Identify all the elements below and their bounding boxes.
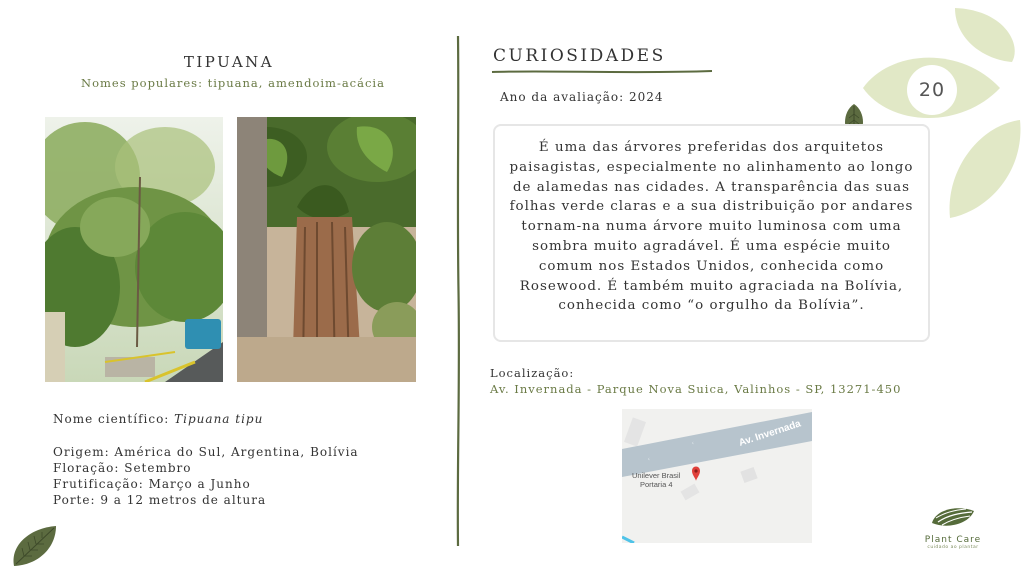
map-place-line2: Portaria 4	[640, 480, 673, 489]
location-map[interactable]	[622, 409, 812, 543]
location-label: Localização:	[490, 366, 575, 380]
curiosities-title: CURIOSIDADES	[493, 46, 666, 66]
brand-name: Plant Care	[924, 535, 982, 545]
tree-photo-canopy	[45, 117, 223, 382]
scientific-value: Tipuana tipu	[174, 412, 264, 426]
popular-names: Nomes populares: tipuana, amendoim-acácia	[81, 76, 385, 90]
title-underline	[490, 68, 715, 76]
flowering: Floração: Setembro	[53, 461, 192, 475]
brand-tagline: cuidado ao plantar	[927, 545, 979, 550]
map-place-line1: Unilever Brasil	[632, 471, 681, 480]
tree-photo-trunk	[237, 117, 416, 382]
tree-size: Porte: 9 a 12 metros de altura	[53, 493, 267, 507]
bottom-leaf-icon	[13, 526, 56, 566]
svg-text:‹: ‹	[647, 455, 651, 463]
brand-logo	[918, 503, 988, 550]
location-address: Av. Invernada - Parque Nova Suica, Valinhos - SP, 13271-450	[490, 382, 902, 396]
plant-facts	[53, 444, 359, 508]
fruiting: Frutificação: Março a Junho	[53, 477, 251, 491]
curiosities-box	[493, 124, 930, 342]
evaluation-year: Ano da avaliação: 2024	[500, 90, 664, 104]
origin: Origem: América do Sul, Argentina, Bolívia	[53, 445, 359, 459]
page-number: 20	[907, 65, 957, 115]
svg-text:‹: ‹	[691, 439, 695, 447]
brand-leaf-icon	[928, 503, 978, 531]
scientific-label: Nome científico:	[53, 412, 175, 426]
map-street-label: Av. Invernada	[737, 418, 803, 449]
column-divider	[453, 36, 463, 546]
scientific-name	[53, 412, 263, 426]
plant-title: TIPUANA	[183, 53, 275, 71]
curiosities-text: É uma das árvores preferidas dos arquitetos paisagistas, especialmente no alinhamento ao longo de alamedas nas cidades. A transparência das suas folhas verde claras e a sua distribuição por andares tornam-na numa árvore muito luminosa com uma sombra muito agradável. É uma espécie muito comum nos Estados Unidos, conhecida como Rosewood. É também muito agraciada na Bolívia, conhecida como “o orgulho da Bolívia”.	[509, 140, 914, 314]
